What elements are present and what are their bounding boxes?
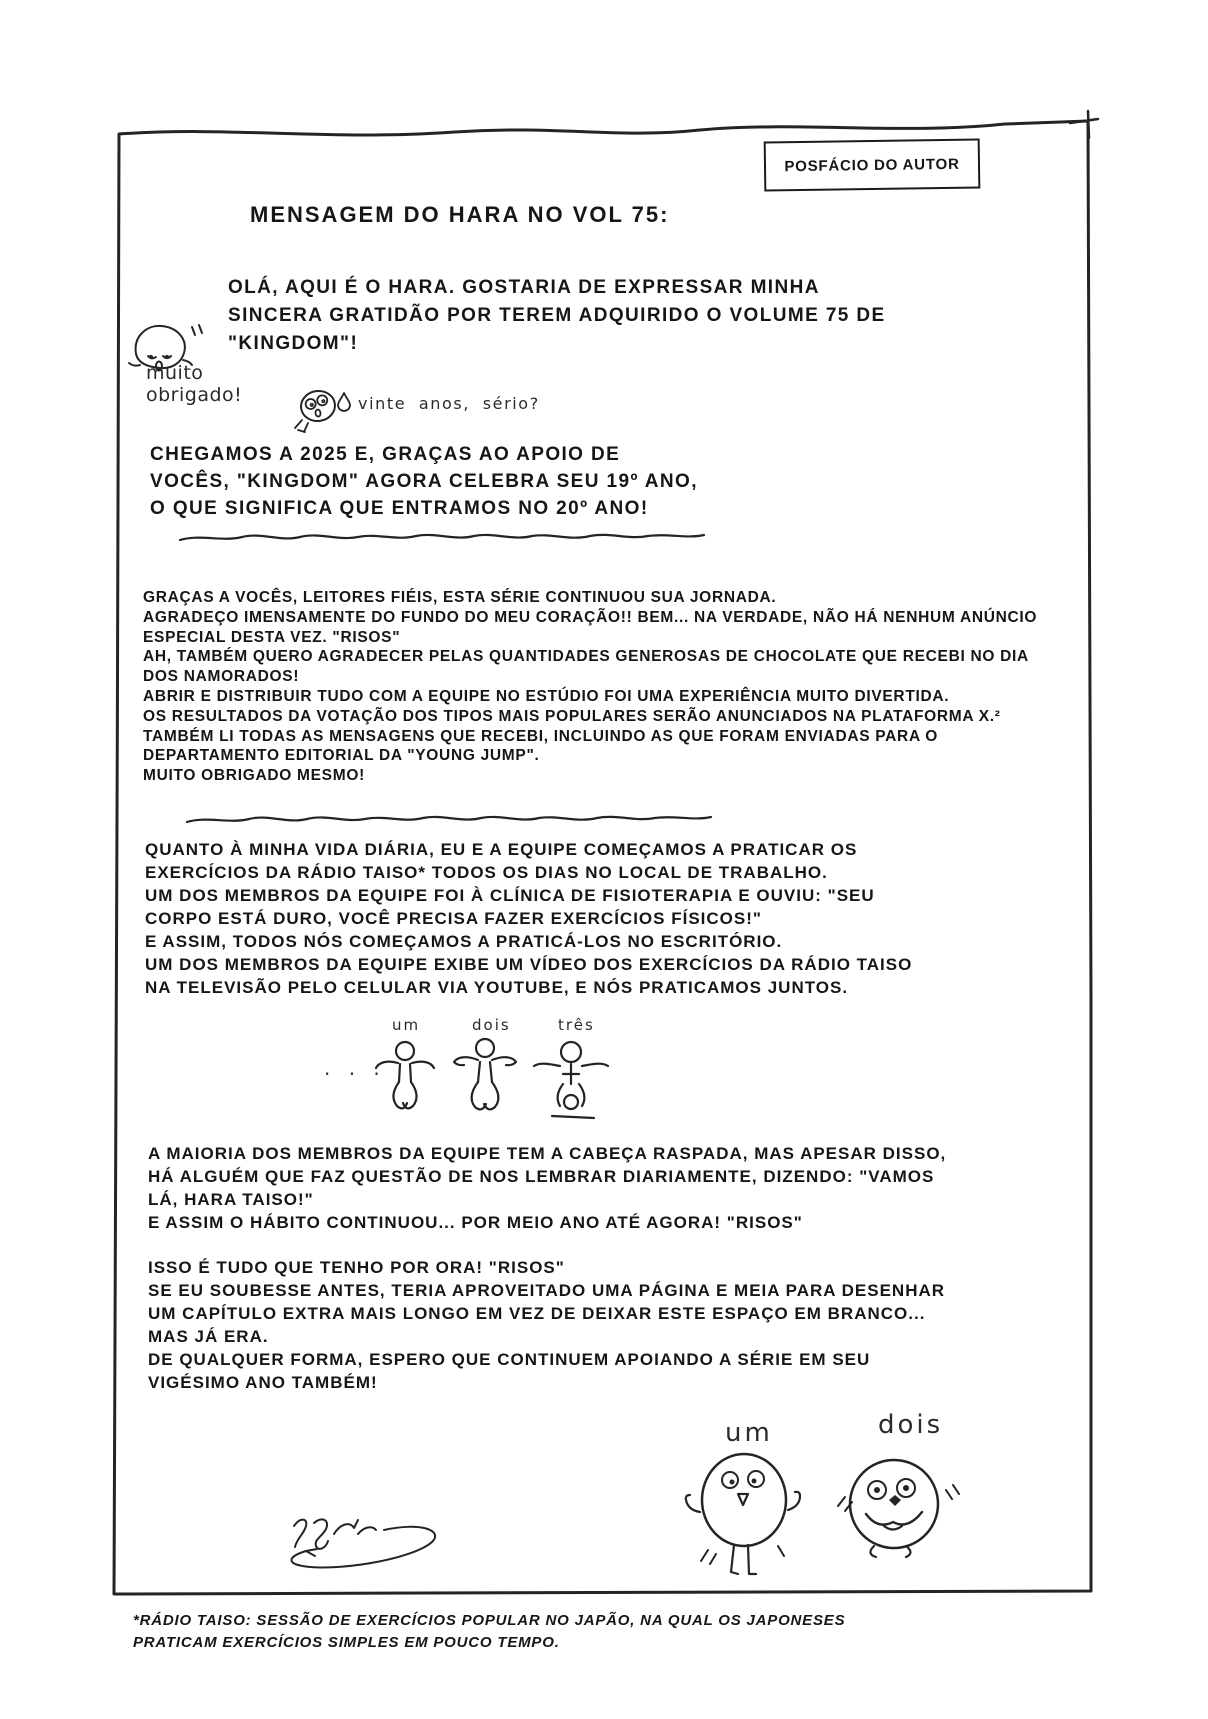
text-line: ISSO É TUDO QUE TENHO POR ORA! "RISOS": [148, 1258, 565, 1277]
text-line: DOS NAMORADOS!: [143, 668, 300, 686]
text-line: CHEGAMOS A 2025 E, GRAÇAS AO APOIO DE: [150, 444, 621, 465]
text-line: GRAÇAS A VOCÊS, LEITORES FIÉIS, ESTA SÉRIE CONTINUOU SUA JORNADA.: [143, 589, 777, 606]
mascot-one: [678, 1448, 818, 1584]
text-line: MAS JÁ ERA.: [148, 1327, 269, 1346]
stick-figure-two: [452, 1036, 518, 1130]
wavy-divider: [178, 528, 718, 546]
anniversary-paragraph: [150, 441, 698, 522]
text-line: DE QUALQUER FORMA, ESPERO QUE CONTINUEM APOIANDO A SÉRIE EM SEU: [148, 1350, 871, 1369]
text-line: LÁ, HARA TAISO!": [148, 1190, 314, 1209]
ellipsis-dots: · · ·: [324, 1062, 386, 1086]
text-line: ABRIR E DISTRIBUIR TUDO COM A EQUIPE NO ESTÚDIO FOI UMA EXPERIÊNCIA MUITO DIVERTIDA.: [143, 687, 950, 705]
stick-figure-one: [374, 1038, 436, 1130]
muito-obrigado-caption: [146, 362, 242, 406]
text-line: NA TELEVISÃO PELO CELULAR VIA YOUTUBE, E NÓS PRATICAMOS JUNTOS.: [145, 978, 849, 997]
text-line: CORPO ESTÁ DURO, VOCÊ PRECISA FAZER EXERCÍCIOS FÍSICOS!": [145, 909, 762, 928]
footnote-line: PRATICAM EXERCÍCIOS SIMPLES EM POUCO TEMPO.: [133, 1634, 560, 1651]
text-line: HÁ ALGUÉM QUE FAZ QUESTÃO DE NOS LEMBRAR DIARIAMENTE, DIZENDO: "VAMOS: [148, 1167, 935, 1186]
text-line: SE EU SOUBESSE ANTES, TERIA APROVEITADO UMA PÁGINA E MEIA PARA DESENHAR: [148, 1281, 946, 1300]
text-line: TAMBÉM LI TODAS AS MENSAGENS QUE RECEBI, INCLUINDO AS QUE FORAM ENVIADAS PARA O: [143, 727, 939, 745]
intro-paragraph: [228, 274, 886, 358]
text-line: DEPARTAMENTO EDITORIAL DA "YOUNG JUMP".: [143, 747, 540, 765]
text-line: QUANTO À MINHA VIDA DIÁRIA, EU E A EQUIPE COMEÇAMOS A PRATICAR OS: [145, 840, 858, 859]
mascot-label-um: um: [725, 1418, 773, 1448]
text-line: AH, TAMBÉM QUERO AGRADECER PELAS QUANTIDADES GENEROSAS DE CHOCOLATE QUE RECEBI NO DIA: [143, 648, 1029, 666]
text-line: ESPECIAL DESTA VEZ. "RISOS": [143, 628, 401, 646]
text-line: O QUE SIGNIFICA QUE ENTRAMOS NO 20º ANO!: [150, 498, 649, 519]
figure-label-tres: três: [558, 1016, 595, 1034]
sweat-drop-glyph: [336, 392, 352, 414]
footnote-line: *RÁDIO TAISO: SESSÃO DE EXERCÍCIOS POPULAR NO JAPÃO, NA QUAL OS JAPONESES: [133, 1612, 846, 1629]
figure-label-dois: dois: [472, 1016, 511, 1034]
handwritten-line: obrigado!: [146, 384, 243, 406]
footnote: [133, 1610, 845, 1654]
text-line: UM DOS MEMBROS DA EQUIPE EXIBE UM VÍDEO DOS EXERCÍCIOS DA RÁDIO TAISO: [145, 955, 913, 974]
stick-figure-three: [532, 1040, 610, 1132]
gratitude-paragraph: [143, 588, 1037, 786]
afterword-badge-label: POSFÁCIO DO AUTOR: [784, 155, 960, 175]
hara-signature: [272, 1502, 452, 1582]
afterword-badge: [764, 138, 981, 191]
text-line: VOCÊS, "KINGDOM" AGORA CELEBRA SEU 19º ANO,: [150, 471, 698, 492]
text-line: SINCERA GRATIDÃO POR TEREM ADQUIRIDO O VOLUME 75 DE: [228, 305, 886, 326]
figure-label-um: um: [392, 1016, 421, 1034]
closing-paragraph: [148, 1256, 945, 1394]
mascot-two: [832, 1454, 962, 1574]
habit-paragraph: [148, 1142, 946, 1234]
text-line: MUITO OBRIGADO MESMO!: [143, 767, 365, 785]
text-line: E ASSIM, TODOS NÓS COMEÇAMOS A PRATICÁ-LOS NO ESCRITÓRIO.: [145, 932, 783, 951]
text-line: AGRADEÇO IMENSAMENTE DO FUNDO DO MEU CORAÇÃO!! BEM... NA VERDADE, NÃO HÁ NENHUM ANÚNCIO: [143, 608, 1038, 626]
exercise-figures-drawing: [320, 1016, 640, 1134]
handwritten-line: muito: [146, 362, 204, 384]
text-line: E ASSIM O HÁBITO CONTINUOU... POR MEIO ANO ATÉ AGORA! "RISOS": [148, 1213, 803, 1232]
text-line: UM CAPÍTULO EXTRA MAIS LONGO EM VEZ DE DEIXAR ESTE ESPAÇO EM BRANCO...: [148, 1304, 926, 1323]
text-line: "KINGDOM"!: [228, 333, 359, 354]
page-title: MENSAGEM DO HARA NO VOL 75:: [250, 202, 670, 227]
text-line: VIGÉSIMO ANO TAMBÉM!: [148, 1373, 378, 1392]
twenty-years-note: vinte anos, sério?: [358, 394, 540, 413]
text-line: OS RESULTADOS DA VOTAÇÃO DOS TIPOS MAIS POPULARES SERÃO ANUNCIADOS NA PLATAFORMA X.²: [143, 707, 1001, 725]
radio-taiso-paragraph: [145, 838, 912, 999]
text-line: EXERCÍCIOS DA RÁDIO TAISO* TODOS OS DIAS NO LOCAL DE TRABALHO.: [145, 863, 828, 882]
mascot-label-dois: dois: [878, 1410, 944, 1440]
text-line: UM DOS MEMBROS DA EQUIPE FOI À CLÍNICA DE FISIOTERAPIA E OUVIU: "SEU: [145, 886, 875, 905]
wavy-divider: [185, 810, 725, 828]
text-line: A MAIORIA DOS MEMBROS DA EQUIPE TEM A CABEÇA RASPADA, MAS APESAR DISSO,: [148, 1144, 947, 1163]
text-line: OLÁ, AQUI É O HARA. GOSTARIA DE EXPRESSAR MINHA: [228, 277, 820, 298]
bottom-mascots-drawing: [600, 1396, 1030, 1586]
